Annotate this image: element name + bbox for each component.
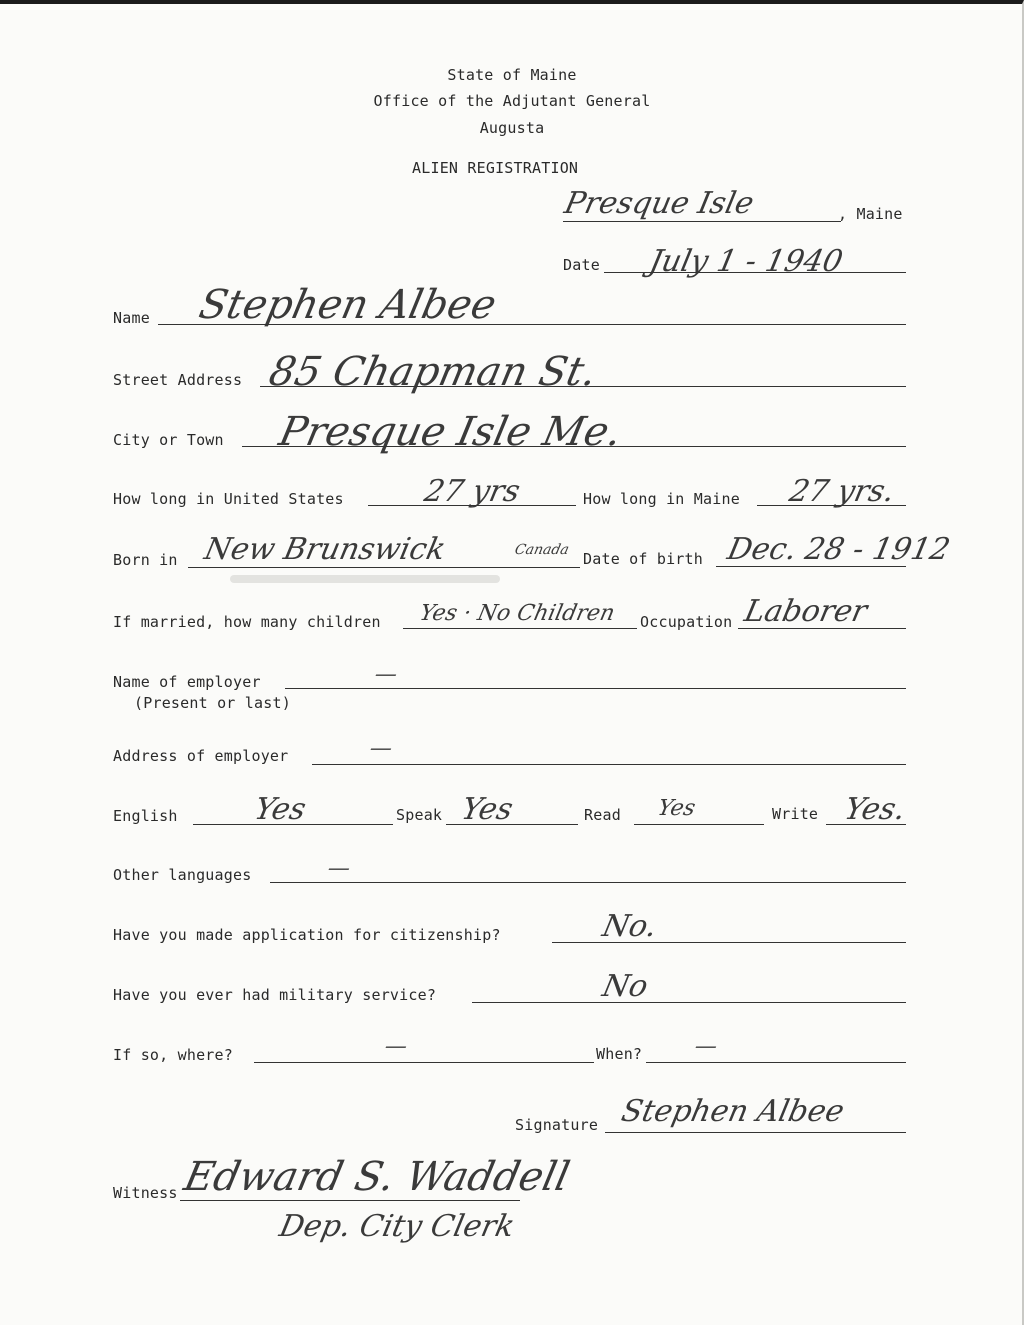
military-label: Have you ever had military service? bbox=[113, 986, 437, 1004]
street-line bbox=[260, 386, 906, 387]
write-line bbox=[826, 824, 906, 825]
street-value: 85 Chapman St. bbox=[265, 349, 601, 395]
occupation-label: Occupation bbox=[640, 613, 733, 631]
other-languages-line bbox=[270, 882, 906, 883]
when-line bbox=[646, 1062, 906, 1063]
born-value: New Brunswick bbox=[201, 532, 449, 567]
occupation-value: Laborer bbox=[741, 594, 871, 629]
name-value: Stephen Albee bbox=[195, 282, 501, 328]
header-office: Office of the Adjutant General bbox=[373, 92, 651, 110]
other-languages-value: — bbox=[325, 856, 353, 881]
where-value: — bbox=[382, 1034, 410, 1059]
witness-title: Dep. City Clerk bbox=[276, 1209, 518, 1244]
when-value: — bbox=[692, 1034, 720, 1059]
employer-value: — bbox=[372, 662, 400, 687]
header-state: State of Maine bbox=[447, 66, 577, 84]
speak-label: Speak bbox=[396, 806, 443, 824]
maine-duration-line bbox=[757, 505, 906, 506]
name-line bbox=[158, 324, 906, 325]
where-label: If so, where? bbox=[113, 1046, 233, 1064]
dob-value: Dec. 28 - 1912 bbox=[724, 532, 954, 567]
dob-label: Date of birth bbox=[583, 550, 703, 568]
us-duration-line bbox=[368, 505, 576, 506]
speak-line bbox=[446, 824, 578, 825]
maine-duration-value: 27 yrs. bbox=[786, 474, 898, 509]
english-label: English bbox=[113, 807, 178, 825]
speak-value: Yes bbox=[458, 792, 517, 827]
employer-line bbox=[285, 688, 906, 689]
place-line bbox=[563, 221, 841, 222]
witness-label: Witness bbox=[113, 1184, 178, 1202]
date-line bbox=[604, 272, 906, 273]
employer-sublabel: (Present or last) bbox=[134, 694, 291, 712]
form-title: ALIEN REGISTRATION bbox=[412, 159, 579, 177]
english-value: Yes bbox=[251, 792, 310, 827]
street-label: Street Address bbox=[113, 371, 243, 389]
born-note: Canada bbox=[513, 542, 571, 558]
city-value: Presque Isle Me. bbox=[275, 409, 626, 455]
read-line bbox=[634, 824, 764, 825]
name-label: Name bbox=[113, 309, 150, 327]
born-label: Born in bbox=[113, 551, 178, 569]
us-duration-value: 27 yrs bbox=[421, 474, 524, 509]
date-label: Date bbox=[563, 256, 600, 274]
date-value: July 1 - 1940 bbox=[646, 244, 846, 279]
born-line bbox=[188, 567, 580, 568]
signature-value: Stephen Albee bbox=[618, 1094, 848, 1129]
citizenship-line bbox=[552, 942, 906, 943]
military-value: No bbox=[599, 969, 652, 1004]
military-line bbox=[472, 1002, 906, 1003]
employer-address-label: Address of employer bbox=[113, 747, 289, 765]
write-value: Yes. bbox=[841, 792, 909, 827]
signature-line bbox=[605, 1132, 906, 1133]
read-label: Read bbox=[584, 806, 621, 824]
read-value: Yes bbox=[655, 796, 698, 821]
citizenship-label: Have you made application for citizenship? bbox=[113, 926, 501, 944]
signature-label: Signature bbox=[515, 1116, 599, 1134]
married-line bbox=[403, 628, 637, 629]
married-label: If married, how many children bbox=[113, 613, 381, 631]
city-line bbox=[242, 446, 906, 447]
write-label: Write bbox=[772, 805, 819, 823]
place-value: Presque Isle bbox=[561, 186, 757, 221]
english-line bbox=[193, 824, 393, 825]
ink-smudge bbox=[230, 575, 500, 583]
married-value: Yes · No Children bbox=[417, 601, 617, 626]
witness-line bbox=[180, 1200, 520, 1201]
witness-value: Edward S. Waddell bbox=[180, 1154, 574, 1200]
employer-label: Name of employer bbox=[113, 673, 261, 691]
where-line bbox=[254, 1062, 594, 1063]
other-languages-label: Other languages bbox=[113, 866, 252, 884]
place-suffix: , Maine bbox=[838, 205, 903, 223]
header-city: Augusta bbox=[479, 119, 545, 137]
us-duration-label: How long in United States bbox=[113, 490, 344, 508]
maine-duration-label: How long in Maine bbox=[583, 490, 740, 508]
city-label: City or Town bbox=[113, 431, 224, 449]
when-label: When? bbox=[596, 1045, 643, 1063]
employer-address-line bbox=[312, 764, 906, 765]
dob-line bbox=[716, 566, 906, 567]
citizenship-value: No. bbox=[599, 909, 661, 944]
occupation-line bbox=[738, 628, 906, 629]
employer-address-value: — bbox=[367, 736, 395, 761]
